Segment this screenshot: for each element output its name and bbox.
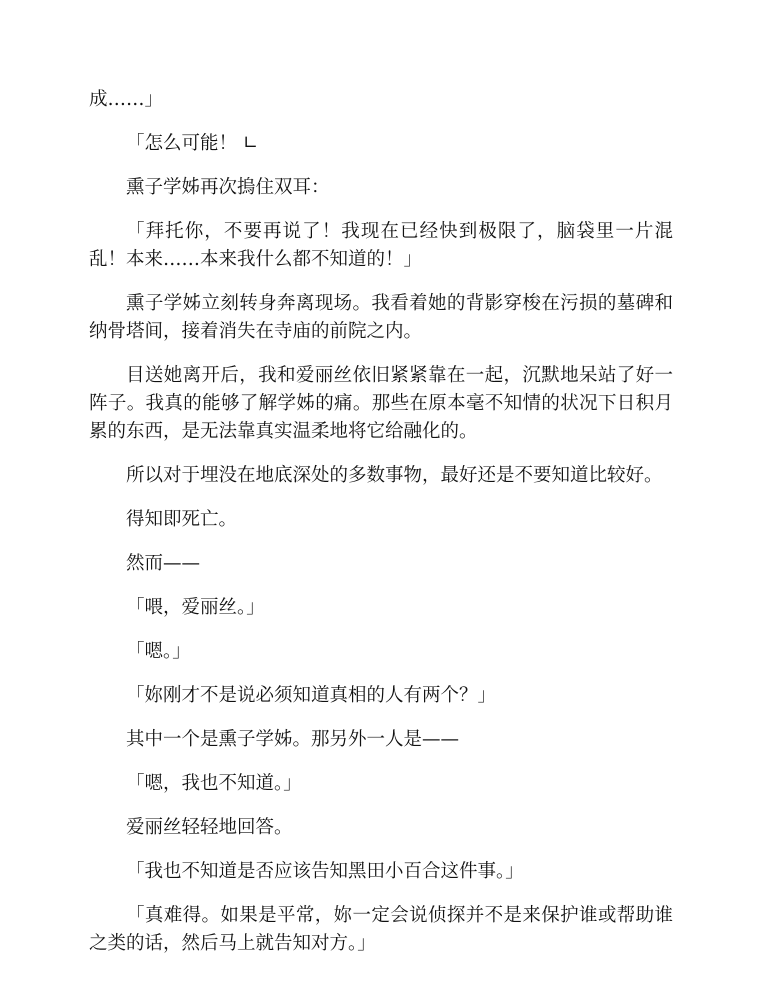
paragraph: 熏子学姊立刻转身奔离现场。我看着她的背影穿梭在污损的墓碑和纳骨塔间，接着消失在寺庙的前院之内。 [89,293,673,342]
paragraph: 「怎么可能！ ∟ [126,133,259,154]
paragraph: 「喂，爱丽丝。」 [126,597,265,618]
paragraph: 「真难得。如果是平常，妳一定会说侦探并不是来保护谁或帮助谁之类的话，然后马上就告知对方。」 [89,905,673,954]
paragraph: 目送她离开后，我和爱丽丝依旧紧紧靠在一起，沉默地呆站了好一阵子。我真的能够了解学姊的痛。那些在原本毫不知情的状况下日积月累的东西，是无法靠真实温柔地将它给融化的。 [89,365,673,442]
paragraph: 「嗯，我也不知道。」 [126,773,302,794]
paragraph: 「妳刚才不是说必须知道真相的人有两个？」 [126,685,497,706]
paragraph: 「嗯。」 [126,641,191,662]
paragraph: 「拜托你，不要再说了！我现在已经快到极限了，脑袋里一片混乱！本来……本来我什么都不知道的！」 [89,221,673,270]
paragraph: 得知即死亡。 [126,509,238,530]
paragraph: 「我也不知道是否应该告知黑田小百合这件事。」 [126,861,524,882]
paragraph: 成……」 [89,89,164,110]
paragraph: 熏子学姊再次摀住双耳： [126,177,330,198]
paragraph: 其中一个是熏子学姊。那另外一人是—— [126,729,460,750]
paragraph: 然而—— [126,553,201,574]
paragraph: 所以对于埋没在地底深处的多数事物，最好还是不要知道比较好。 [126,465,663,486]
paragraph: 爱丽丝轻轻地回答。 [126,817,293,838]
